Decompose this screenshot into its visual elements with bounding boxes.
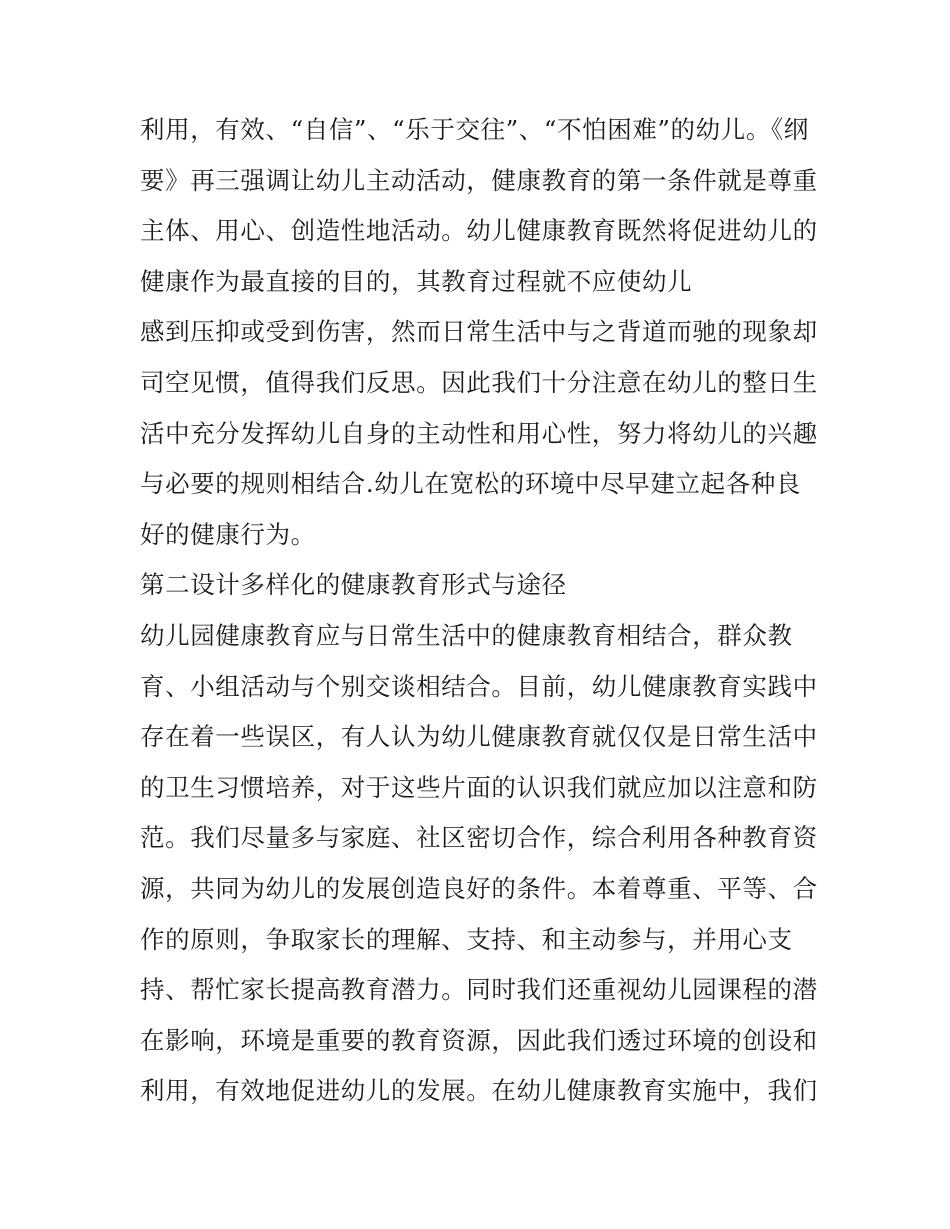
text-line: 活中充分发挥幼儿自身的主动性和用心性，努力将幼儿的兴趣 [140,418,818,448]
body-text [140,105,820,1117]
text-line: 主体、用心、创造性地活动。幼儿健康教育既然将促进幼儿的 [140,216,818,246]
text-line: 要》再三强调让幼儿主动活动，健康教育的第一条件就是尊重 [140,165,818,195]
text-line: 与必要的规则相结合.幼儿在宽松的环境中尽早建立起各种良 [140,469,801,499]
text-line: 源，共同为幼儿的发展创造良好的条件。本着尊重、平等、合 [140,873,818,903]
text-line: 作的原则，争取家长的理解、支持、和主动参与，并用心支 [140,924,793,954]
text-line: 育、小组活动与个别交谈相结合。目前，幼儿健康教育实践中 [140,671,818,701]
text-line: 存在着一些误区，有人认为幼儿健康教育就仅仅是日常生活中 [140,722,818,752]
text-line: 在影响，环境是重要的教育资源，因此我们透过环境的创设和 [140,1025,818,1055]
text-line: 感到压抑或受到伤害，然而日常生活中与之背道而驰的现象却 [140,317,818,347]
text-line: 范。我们尽量多与家庭、社区密切合作，综合利用各种教育资 [140,823,818,853]
text-line: 好的健康行为。 [140,519,316,549]
text-line: 利用，有效地促进幼儿的发展。在幼儿健康教育实施中，我们 [140,1076,818,1106]
text-line: 健康作为最直接的目的，其教育过程就不应使幼儿 [140,266,693,296]
section-heading: 第二设计多样化的健康教育形式与途径 [140,570,567,600]
text-line: 幼儿园健康教育应与日常生活中的健康教育相结合，群众教 [140,620,793,650]
text-line: 利用，有效、“自信”、“乐于交往”、“不怕困难”的幼儿。《纲 [140,115,809,144]
text-line: 司空见惯，值得我们反思。因此我们十分注意在幼儿的整日生 [140,367,818,397]
text-line: 持、帮忙家长提高教育潜力。同时我们还重视幼儿园课程的潜 [140,975,818,1005]
text-line: 的卫生习惯培养，对于这些片面的认识我们就应加以注意和防 [140,772,818,802]
